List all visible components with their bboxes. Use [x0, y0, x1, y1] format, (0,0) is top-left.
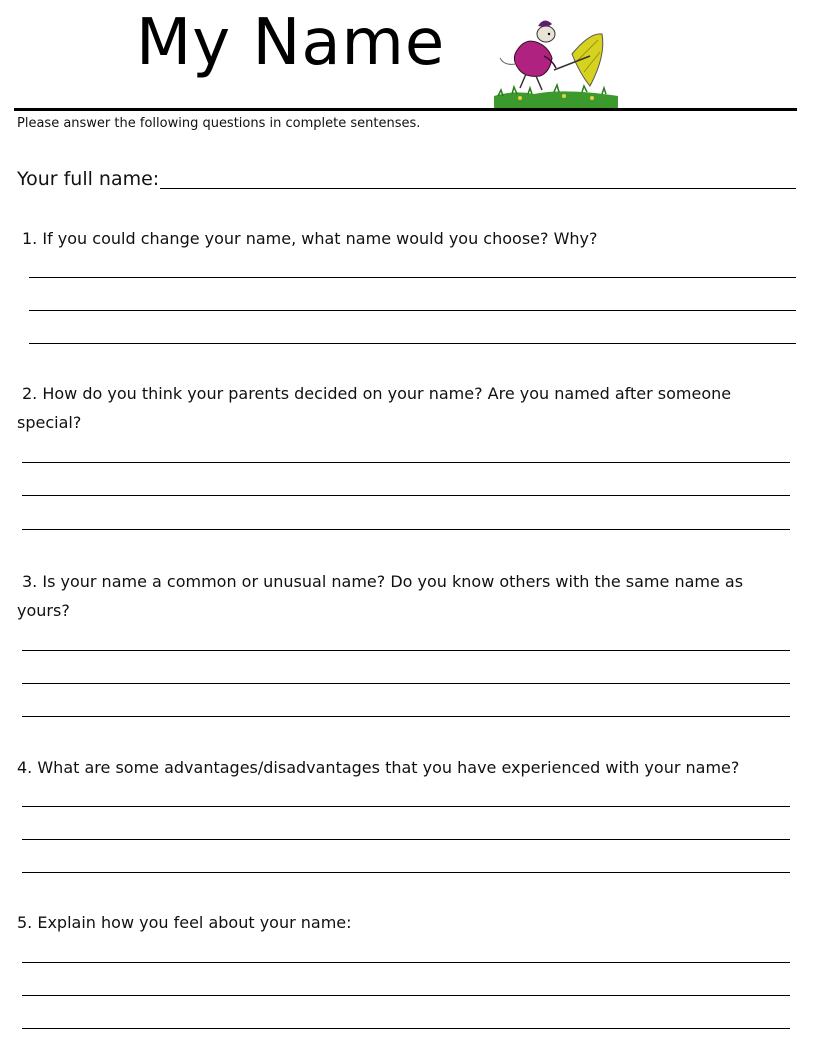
answer-line-3-3[interactable]: [22, 716, 790, 717]
header-divider: [14, 108, 797, 111]
page-title: My Name: [136, 6, 446, 80]
answer-line-3-1[interactable]: [22, 650, 790, 651]
question-3: 3. Is your name a common or unusual name? Do you know others with the same name as yours?: [17, 572, 744, 620]
answer-line-1-3[interactable]: [29, 343, 796, 344]
question-2: 2. How do you think your parents decided on your name? Are you named after someone special?: [17, 384, 732, 432]
answer-line-5-2[interactable]: [22, 995, 790, 996]
question-4: 4. What are some advantages/disadvantages that you have experienced with your name?: [17, 758, 740, 777]
instructions-text: Please answer the following questions in complete sentenses.: [17, 116, 421, 131]
answer-line-3-2[interactable]: [22, 683, 790, 684]
question-1: 1. If you could change your name, what name would you choose? Why?: [22, 229, 598, 248]
answer-line-2-1[interactable]: [22, 462, 790, 463]
question-5: 5. Explain how you feel about your name:: [17, 913, 352, 932]
answer-line-5-1[interactable]: [22, 962, 790, 963]
answer-line-1-1[interactable]: [29, 277, 796, 278]
answer-line-2-2[interactable]: [22, 495, 790, 496]
answer-line-4-2[interactable]: [22, 839, 790, 840]
fullname-answer-line[interactable]: [160, 188, 796, 189]
answer-line-2-3[interactable]: [22, 529, 790, 530]
answer-line-4-1[interactable]: [22, 806, 790, 807]
answer-line-1-2[interactable]: [29, 310, 796, 311]
mouse-with-umbrella-icon: [494, 12, 618, 108]
answer-line-5-3[interactable]: [22, 1028, 790, 1029]
fullname-label: Your full name:: [17, 168, 160, 190]
answer-line-4-3[interactable]: [22, 872, 790, 873]
